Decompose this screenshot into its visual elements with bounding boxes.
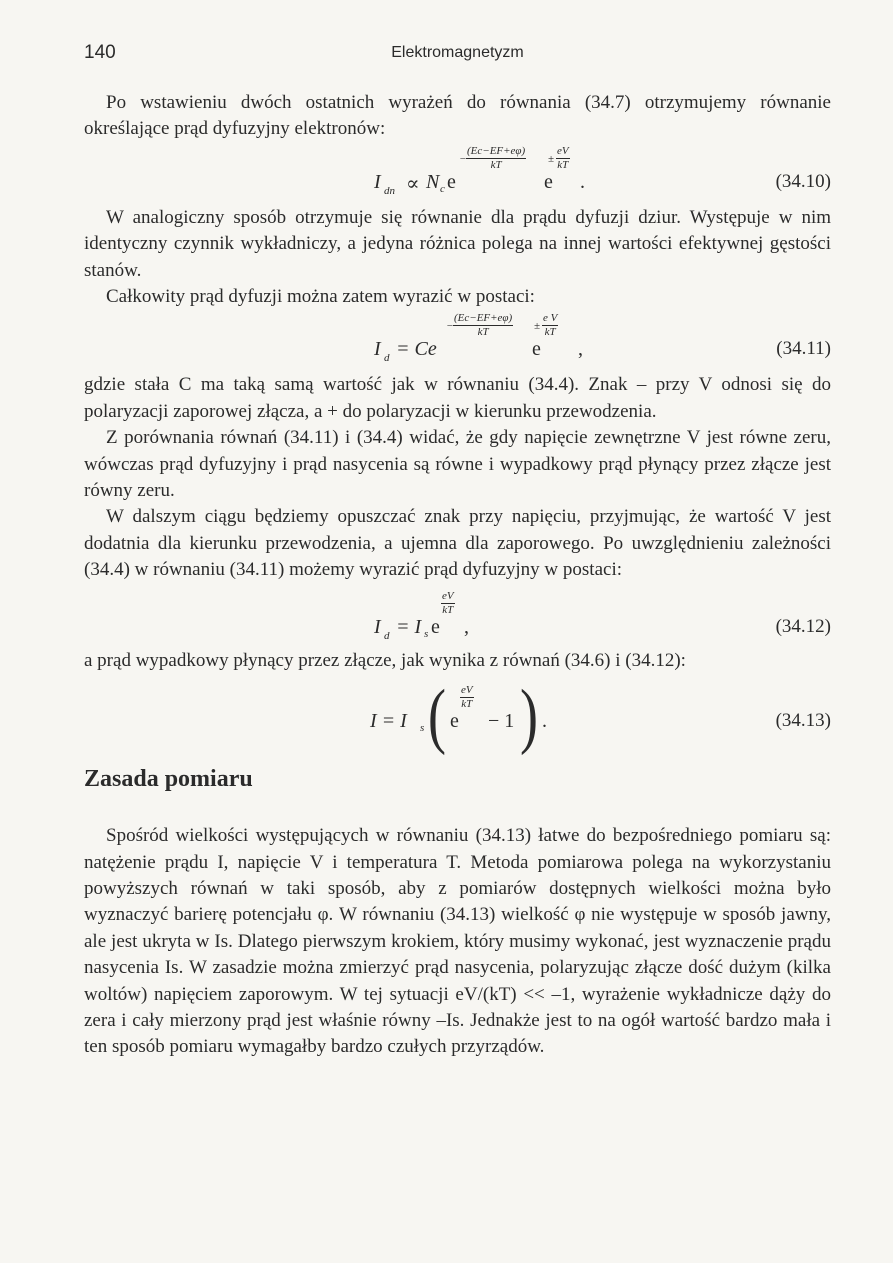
eq10-exp2-sign: ± bbox=[548, 152, 555, 165]
equation-34-13 bbox=[84, 674, 831, 760]
eq13-number: (34.13) bbox=[775, 710, 831, 732]
eq11-exp2-sign: ± bbox=[534, 320, 541, 333]
paragraph-6: W dalszym ciągu będziemy opuszczać znak przy napięciu, przyjmując, że wartość V jest dodatnia dla kierunku przewodzenia, a ujemna dla zaporowego. Po uwzględnieniu zależności (34.4) w równaniu (34.11) możemy wyrazić prąd dyfuzyjny w postaci: bbox=[84, 506, 831, 581]
eq10-exp2-den: kT bbox=[557, 158, 569, 171]
page-number: 140 bbox=[84, 42, 116, 63]
page-body bbox=[84, 90, 831, 1061]
eq12-exp bbox=[441, 590, 455, 617]
eq10-e2: e bbox=[544, 170, 553, 193]
eq12-lhs-sub: d bbox=[384, 629, 390, 642]
paragraph-3: Całkowity prąd dyfuzji można zatem wyrazić w postaci: bbox=[106, 286, 535, 308]
eq13-e: e bbox=[450, 710, 459, 733]
eq13-exp-den: kT bbox=[461, 698, 473, 711]
eq11-lhs: I bbox=[374, 338, 381, 361]
running-head: Elektromagnetyzm bbox=[391, 44, 524, 61]
eq10-exp1 bbox=[466, 145, 526, 172]
eq13-left-paren: ( bbox=[428, 674, 446, 756]
paragraph-2: W analogiczny sposób otrzymuje się równanie dla prądu dyfuzji dziur. Występuje w nim identyczny czynnik wykładniczy, a jedyna różnica polega na innej wartości efektywnej gęstości stanów. bbox=[84, 206, 831, 281]
paragraph-5: Z porównania równań (34.11) i (34.4) widać, że gdy napięcie zewnętrzne V jest równe zeru, wówczas prąd dyfuzyjny i prąd nasycenia są równe i wypadkowy prąd płynący przez złącze jest równy zeru. bbox=[84, 427, 831, 502]
eq11-rhs: = Ce bbox=[396, 338, 437, 361]
eq13-exp-num: eV bbox=[461, 684, 473, 697]
eq12-exp-num: eV bbox=[442, 589, 454, 602]
equation-34-12 bbox=[84, 584, 831, 648]
paragraph-8: Spośród wielkości występujących w równaniu (34.13) łatwe do bezpośredniego pomiaru są: natężenie prądu I, napięcie V i temperatura T. Metoda pomiarowa polega na wykorzystaniu powyższych równań w taki sposób, aby z pomiarów dostępnych wielkości można było wyznaczyć barierę potencjału φ. W równaniu (34.13) wielkość φ nie występuje w sposób jawny, ale jest ukryta w Is. Dlatego pierwszym krokiem, który musimy wykonać, jest wyznaczenie prądu nasycenia Is. W zasadzie można zmierzyć prąd nasycenia, polaryzując złącze dość dużym (kilka woltów) napięciem zaporowym. W tej sytuacji eV/(kT) << –1, wyrażenie wykładnicze dąży do zera i cały mierzony prąd jest właśnie równy –Is. Jednakże jest to na ogół wartość bardzo mała i ten sposób pomiaru wymagałby bardzo czułych przyrządów. bbox=[84, 825, 831, 1058]
eq10-number: (34.10) bbox=[775, 170, 831, 192]
eq11-exp2-num: e V bbox=[543, 312, 558, 325]
eq12-is-sub: s bbox=[424, 627, 429, 640]
eq13-is-sub: s bbox=[420, 722, 425, 735]
eq10-proportional: ∝ bbox=[406, 172, 420, 195]
eq11-exp1-den: kT bbox=[477, 326, 489, 339]
equation-34-10 bbox=[84, 143, 831, 205]
page-header bbox=[84, 42, 831, 72]
eq12-exp-den: kT bbox=[442, 603, 454, 616]
eq11-exp1-sign: − bbox=[446, 320, 454, 333]
eq11-number: (34.11) bbox=[776, 338, 831, 360]
eq13-tail: . bbox=[542, 710, 547, 733]
eq10-tail: . bbox=[580, 170, 585, 193]
eq11-exp2 bbox=[542, 312, 558, 339]
eq11-exp1-num: (Ec−EF+eφ) bbox=[454, 312, 513, 325]
eq12-tail: , bbox=[464, 615, 469, 638]
paragraph-7: a prąd wypadkowy płynący przez złącze, jak wynika z równań (34.6) i (34.12): bbox=[84, 649, 686, 671]
eq12-eq: = I bbox=[396, 615, 422, 638]
eq10-lhs: I bbox=[374, 170, 381, 193]
eq13-exp bbox=[460, 684, 474, 711]
section-heading: Zasada pomiaru bbox=[84, 766, 253, 793]
paragraph-4: gdzie stała C ma taką samą wartość jak w równaniu (34.4). Znak – przy V odnosi się do polaryzacji zaporowej złącza, a + do polaryzacji w kierunku przewodzenia. bbox=[84, 374, 831, 422]
eq12-number: (34.12) bbox=[775, 615, 831, 637]
eq13-minus-one: − 1 bbox=[488, 710, 515, 733]
eq10-exp1-den: kT bbox=[490, 158, 502, 171]
equation-34-11 bbox=[84, 310, 831, 372]
eq10-lhs-sub: dn bbox=[384, 184, 395, 197]
eq10-exp1-sign: − bbox=[459, 152, 467, 165]
eq13-right-paren: ) bbox=[520, 674, 538, 756]
eq10-n-sub: c bbox=[440, 182, 445, 195]
eq10-n: N bbox=[426, 170, 440, 193]
eq10-e1: e bbox=[447, 170, 456, 193]
eq12-lhs: I bbox=[374, 615, 381, 638]
paragraph-1: Po wstawieniu dwóch ostatnich wyrażeń do równania (34.7) otrzymujemy równanie określające prąd dyfuzyjny elektronów: bbox=[84, 92, 831, 140]
eq13-lhs: I = I bbox=[370, 710, 407, 733]
eq11-exp2-den: kT bbox=[544, 326, 556, 339]
eq12-e: e bbox=[431, 615, 440, 638]
eq11-tail: , bbox=[578, 338, 583, 361]
eq11-lhs-sub: d bbox=[384, 352, 390, 365]
eq11-exp1 bbox=[453, 312, 513, 339]
eq11-e2: e bbox=[532, 338, 541, 361]
eq10-exp2 bbox=[556, 145, 570, 172]
eq10-exp1-num: (Ec−EF+eφ) bbox=[467, 144, 526, 157]
eq10-exp2-num: eV bbox=[557, 144, 569, 157]
